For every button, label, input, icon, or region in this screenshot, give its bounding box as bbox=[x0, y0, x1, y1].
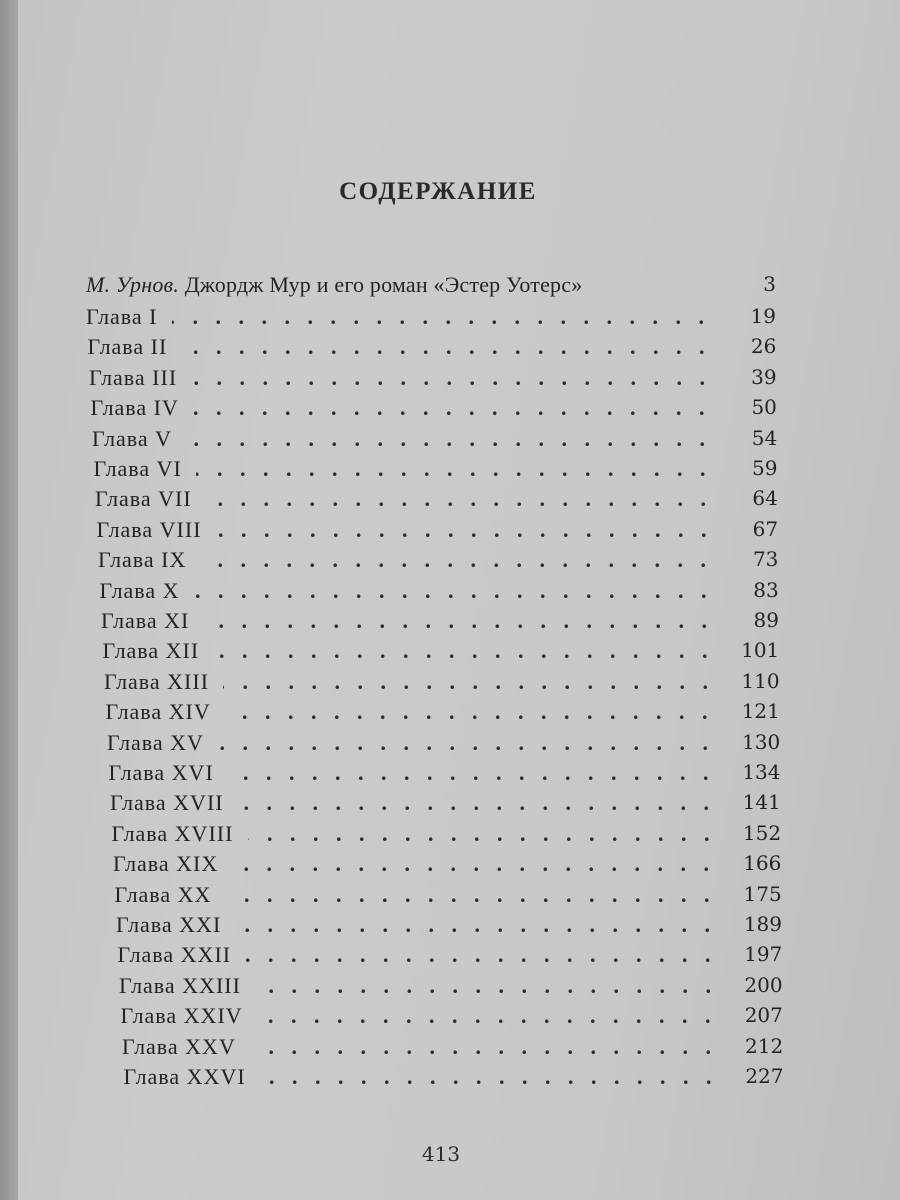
toc-chapter-label: Глава XII bbox=[102, 638, 200, 664]
toc-chapter-row bbox=[104, 669, 780, 699]
toc-chapter-page-number: 227 bbox=[745, 1064, 784, 1088]
toc-chapter-row bbox=[124, 1064, 784, 1094]
toc-chapter-label: Глава XI bbox=[101, 608, 190, 633]
toc-leader-dots bbox=[226, 882, 716, 908]
toc-chapter-row bbox=[119, 973, 783, 1003]
toc-chapter-row bbox=[86, 304, 776, 334]
toc-chapter-row bbox=[115, 882, 782, 912]
toc-intro-text: Джордж Мур и его роман «Эстер Уотерс» bbox=[184, 272, 583, 297]
toc-chapter-page-number: 54 bbox=[751, 425, 778, 450]
toc-chapter-label: Глава VII bbox=[95, 486, 192, 512]
table-of-contents bbox=[18, 0, 900, 1200]
toc-chapter-label: Глава I bbox=[86, 304, 158, 329]
toc-chapter-label: Глава XXIII bbox=[119, 972, 241, 998]
toc-chapter-page-number: 89 bbox=[753, 608, 779, 632]
toc-leader-dots bbox=[193, 395, 711, 421]
toc-chapter-page-number: 121 bbox=[741, 699, 780, 724]
toc-chapter-row bbox=[88, 334, 777, 364]
toc-intro-page-number: 3 bbox=[763, 272, 776, 296]
toc-leader-dots bbox=[218, 730, 714, 756]
toc-chapter-page-number: 64 bbox=[752, 486, 778, 511]
toc-chapter-page-number: 67 bbox=[752, 516, 779, 541]
toc-leader-dots bbox=[225, 699, 714, 725]
toc-chapter-label: Глава X bbox=[99, 577, 180, 603]
toc-chapter-row bbox=[92, 426, 777, 456]
page-folio: 413 bbox=[421, 1142, 461, 1166]
toc-leader-dots bbox=[260, 1064, 718, 1090]
toc-chapter-label: Глава VI bbox=[93, 456, 182, 481]
toc-leader-dots bbox=[257, 1003, 717, 1029]
toc-leader-dots bbox=[238, 790, 715, 816]
toc-leader-dots bbox=[182, 334, 711, 360]
toc-chapter-label: Глава XVI bbox=[108, 760, 214, 785]
toc-leader-dots bbox=[216, 517, 713, 543]
toc-leader-dots bbox=[214, 638, 714, 664]
toc-chapter-page-number: 59 bbox=[752, 456, 778, 480]
toc-intro-label bbox=[86, 272, 582, 298]
toc-chapter-label: Глава XIV bbox=[105, 699, 211, 725]
book-page bbox=[18, 0, 900, 1200]
toc-chapter-page-number: 166 bbox=[743, 851, 782, 876]
toc-chapter-page-number: 200 bbox=[744, 972, 783, 997]
toc-chapter-page-number: 130 bbox=[742, 729, 781, 754]
toc-leader-dots bbox=[248, 821, 716, 847]
toc-chapter-row bbox=[89, 365, 777, 395]
toc-chapter-page-number: 73 bbox=[752, 547, 779, 572]
toc-chapter-page-number: 26 bbox=[750, 334, 777, 359]
toc-leader-dots bbox=[200, 547, 712, 573]
toc-leader-dots bbox=[172, 304, 710, 330]
toc-chapter-row bbox=[106, 699, 780, 729]
toc-leader-dots bbox=[223, 669, 714, 695]
toc-chapter-page-number: 101 bbox=[741, 638, 780, 663]
toc-chapter-page-number: 212 bbox=[745, 1033, 784, 1058]
toc-chapter-page-number: 19 bbox=[750, 304, 776, 328]
toc-chapter-label: Глава V bbox=[92, 425, 173, 451]
toc-chapter-row bbox=[97, 517, 779, 547]
toc-chapter-label: Глава XIX bbox=[113, 851, 219, 877]
toc-chapter-row bbox=[91, 395, 777, 425]
toc-chapter-label: Глава XV bbox=[107, 729, 204, 755]
toc-chapter-label: Глава XIII bbox=[104, 668, 210, 694]
toc-chapter-label: Глава XXV bbox=[122, 1033, 236, 1059]
toc-leader-dots bbox=[250, 1034, 717, 1060]
toc-leader-dots bbox=[191, 365, 711, 391]
toc-chapter-page-number: 152 bbox=[742, 820, 782, 845]
toc-chapter-label: Глава VIII bbox=[96, 516, 202, 542]
toc-chapter-page-number: 175 bbox=[743, 881, 782, 906]
toc-chapter-label: Глава XVIII bbox=[111, 820, 234, 846]
toc-leader-dots bbox=[186, 426, 711, 452]
toc-chapter-page-number: 134 bbox=[742, 760, 781, 784]
toc-chapter-row bbox=[103, 638, 780, 668]
toc-chapter-row bbox=[101, 608, 779, 638]
toc-chapter-row bbox=[113, 851, 781, 881]
toc-intro-row bbox=[86, 272, 776, 302]
toc-chapter-row bbox=[116, 912, 782, 942]
toc-chapter-row bbox=[95, 486, 778, 516]
toc-chapter-page-number: 189 bbox=[743, 912, 782, 936]
page-edge-shadow bbox=[0, 0, 18, 1200]
toc-leader-dots bbox=[203, 608, 713, 634]
toc-chapter-page-number: 39 bbox=[751, 364, 777, 389]
toc-chapter-row bbox=[94, 456, 778, 486]
toc-leader-dots bbox=[246, 942, 717, 968]
toc-chapter-row bbox=[109, 760, 781, 790]
toc-leader-dots bbox=[255, 973, 717, 999]
toc-chapter-row bbox=[107, 730, 780, 760]
toc-intro-author: М. Урнов. bbox=[86, 272, 180, 297]
toc-chapter-row bbox=[100, 578, 779, 608]
toc-leader-dots bbox=[232, 851, 715, 877]
toc-chapter-page-number: 50 bbox=[751, 395, 777, 420]
toc-chapter-label: Глава II bbox=[87, 334, 168, 360]
toc-chapter-row bbox=[121, 1003, 783, 1033]
toc-chapter-page-number: 110 bbox=[741, 668, 780, 693]
toc-leader-dots bbox=[206, 486, 712, 512]
toc-chapter-label: Глава XXVI bbox=[123, 1064, 246, 1089]
toc-leader-dots bbox=[196, 456, 712, 482]
toc-chapter-row bbox=[118, 942, 783, 972]
page-title: СОДЕРЖАНИЕ bbox=[339, 178, 537, 205]
toc-leader-dots bbox=[235, 912, 716, 938]
toc-chapter-page-number: 197 bbox=[744, 942, 783, 967]
toc-chapter-row bbox=[112, 821, 782, 851]
toc-chapter-row bbox=[98, 547, 778, 577]
toc-leader-dots bbox=[228, 760, 715, 786]
toc-chapter-label: Глава XVII bbox=[110, 790, 224, 816]
toc-chapter-label: Глава IV bbox=[90, 395, 179, 421]
toc-chapter-row bbox=[110, 790, 781, 820]
toc-chapter-label: Глава XXIV bbox=[120, 1003, 243, 1029]
toc-chapter-label: Глава XX bbox=[114, 881, 212, 907]
toc-chapter-label: Глава XXII bbox=[117, 942, 232, 968]
toc-leader-dots bbox=[194, 578, 713, 604]
toc-chapter-page-number: 207 bbox=[744, 1003, 783, 1028]
toc-chapter-page-number: 141 bbox=[742, 790, 781, 815]
toc-chapter-label: Глава III bbox=[89, 364, 178, 390]
toc-chapter-page-number: 83 bbox=[753, 577, 779, 602]
toc-chapter-row bbox=[122, 1034, 783, 1064]
toc-chapter-label: Глава XXI bbox=[116, 912, 222, 937]
toc-chapter-label: Глава IX bbox=[98, 547, 187, 573]
